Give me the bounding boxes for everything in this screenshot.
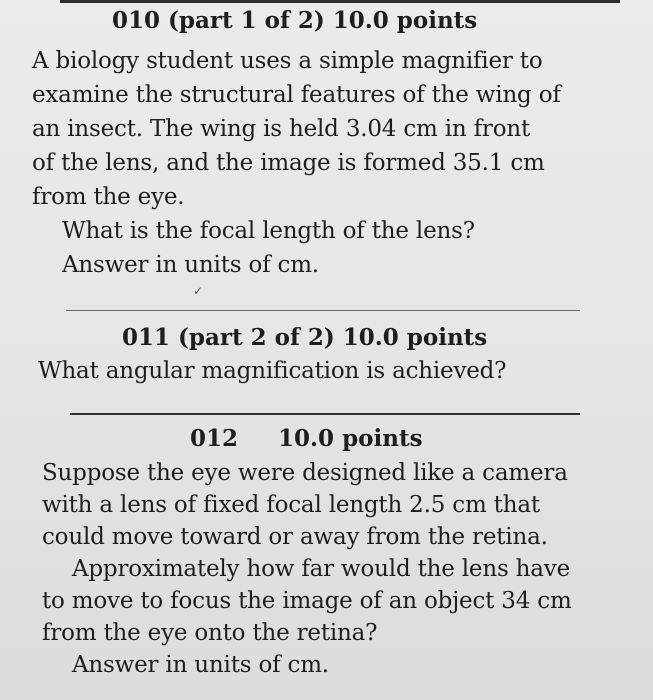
q010-line-5: from the eye.: [32, 184, 185, 210]
answer-divider-1: [66, 310, 580, 311]
q011-body: [38, 354, 506, 388]
q011-header: 011 (part 2 of 2) 10.0 points: [122, 324, 488, 351]
q012-question-line-2: to move to focus the image of an object 34 cm: [42, 588, 572, 614]
answer-divider-2: [70, 413, 580, 415]
q010-body: [32, 44, 561, 282]
q011-question: What angular magnification is achieved?: [38, 358, 507, 384]
q012-body: [42, 457, 572, 681]
q012-answer-units: Answer in units of cm.: [72, 652, 329, 678]
q010-line-1: A biology student uses a simple magnifier to: [32, 48, 543, 74]
q010-question: What is the focal length of the lens?: [62, 218, 475, 244]
q010-line-2: examine the structural features of the wing of: [32, 82, 561, 108]
q012-question-line-3: from the eye onto the retina?: [42, 620, 378, 646]
pencil-mark: ✓: [193, 284, 204, 298]
q010-answer-units: Answer in units of cm.: [62, 252, 319, 278]
q010-header: 010 (part 1 of 2) 10.0 points: [112, 7, 478, 34]
q010-line-3: an insect. The wing is held 3.04 cm in front: [32, 116, 531, 142]
q012-line-2: with a lens of fixed focal length 2.5 cm that: [42, 492, 540, 518]
q010-line-4: of the lens, and the image is formed 35.1 cm: [32, 150, 545, 176]
q012-question-line-1: Approximately how far would the lens have: [72, 556, 570, 582]
top-divider: [60, 0, 620, 3]
q012-line-3: could move toward or away from the retina.: [42, 524, 548, 550]
q012-header: 012 10.0 points: [190, 425, 423, 452]
q012-line-1: Suppose the eye were designed like a camera: [42, 460, 568, 486]
